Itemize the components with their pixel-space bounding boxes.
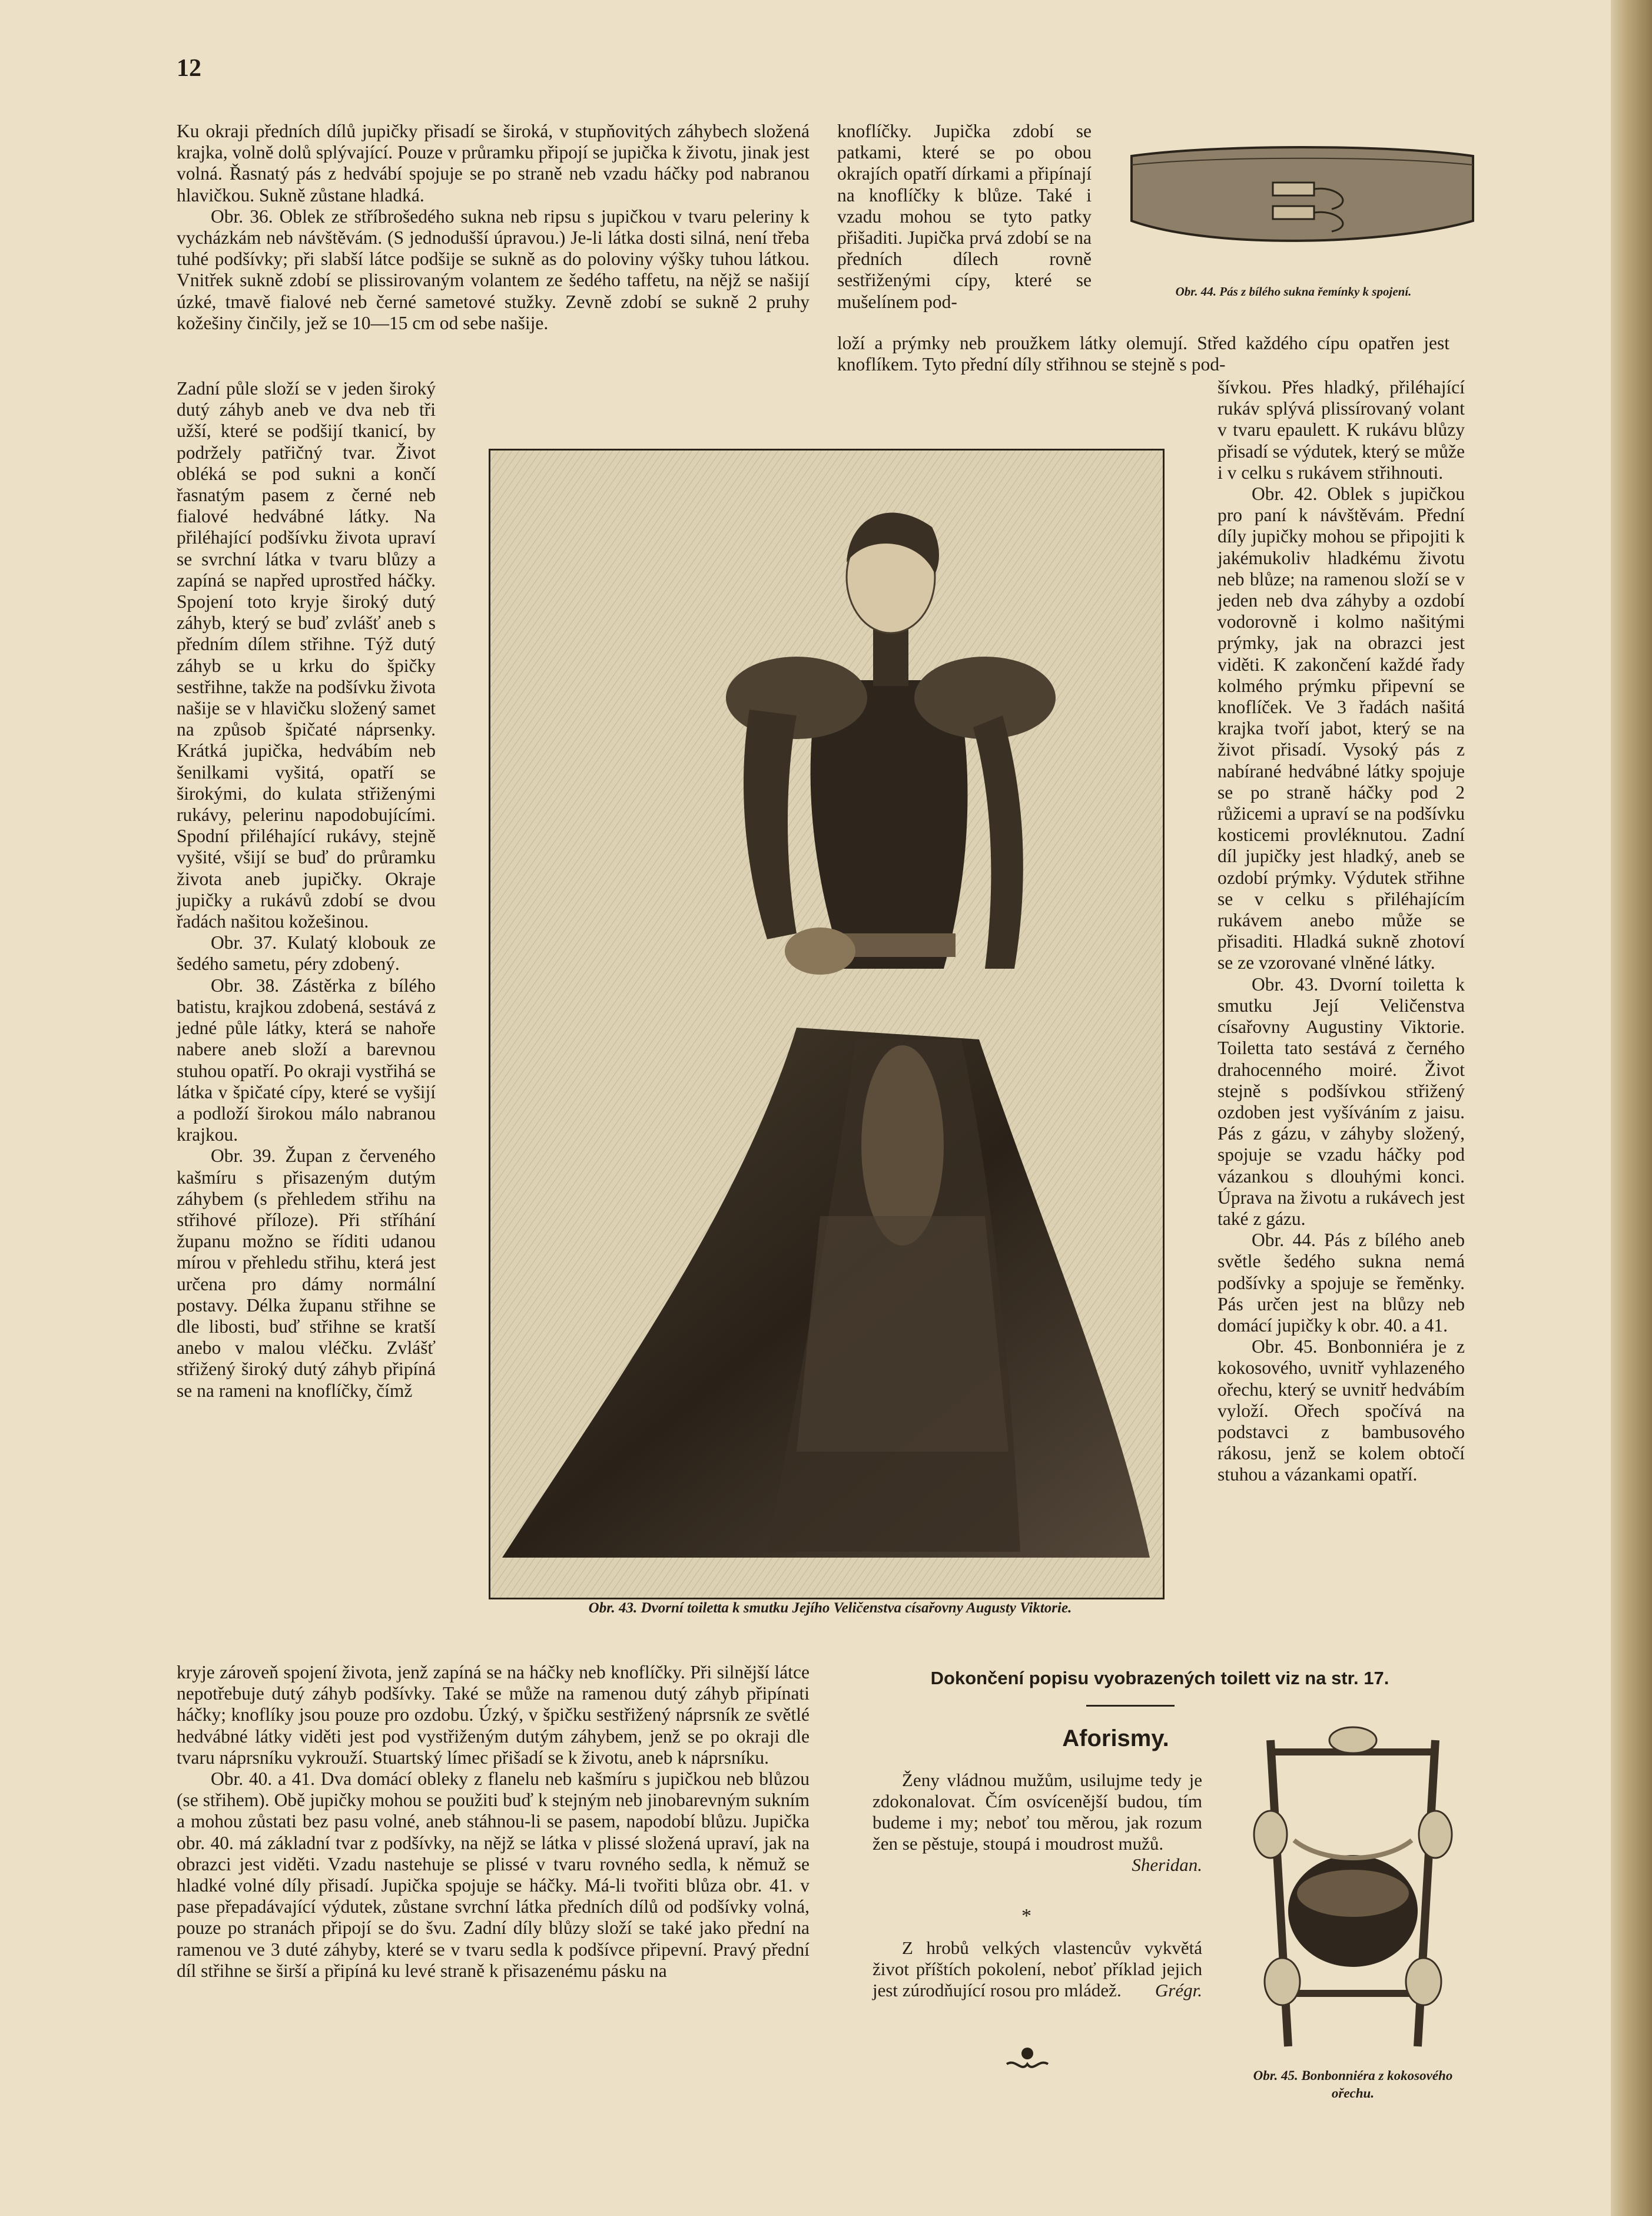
figure-45-bonbonniere xyxy=(1247,1717,1459,2058)
page-number: 12 xyxy=(177,55,201,82)
paragraph: Zadní půle složí se v jeden široký dutý záhyb aneb ve dva neb tři užší, které se podšijí tkanicí, by podržely patřičný tvar. Život obléká se pod sukni a končí řasnatým pasem z černé neb fialové hedvábné látky. Na přiléhající podšívku života upraví se svrchní látka v tvaru blůzy a zapíná se napřed uprostřed háčky. Spojení toto kryje široký dutý záhyb, který se buď zvlášť aneb s předním dílem střihne. Týž dutý záhyb se u krku do špičky sestřihne, takže na podšívku života našije se v hlavičku složený samet na způsob špičaté náprsenky. Krátká jupička, hedvábím neb šenilkami vyšitá, opatří se širokými, do kulata střiženými rukávy, pelerinu napodobujícími. Spodní přiléhající rukávy, stejně vyšité, všijí se buď do průramku života aneb jupičky. Okraje jupičky a rukávů zdobí se dvou řadách našitou kožešinou. xyxy=(177,378,436,932)
left-top-column xyxy=(177,121,810,334)
aphorism-author: Grégr. xyxy=(1155,1980,1202,2000)
figure-44-caption: Obr. 44. Pás z bílého sukna řemínky k spojení. xyxy=(1175,284,1412,299)
page-spine-shadow xyxy=(1611,0,1652,2216)
aphorism-text: Z hrobů velkých vlastencův vykvětá život příštích pokolení, neboť příklad jejich jest zúrodňující rosou pro mládež. xyxy=(873,1937,1202,2000)
bottom-left-column xyxy=(177,1662,810,1982)
right-top-column xyxy=(837,121,1092,313)
figure-45-caption: Obr. 45. Bonbonniéra z kokosového ořechu. xyxy=(1253,2068,1453,2101)
divider-rule xyxy=(1086,1705,1175,1707)
aphorism-author: Sheridan. xyxy=(1132,1854,1202,1875)
aphorism-separator: * xyxy=(1021,1905,1031,1927)
figure-44-belt xyxy=(1126,133,1479,265)
paragraph: šívkou. Přes hladký, přiléhající rukáv splývá plissírovaný volant v tvaru epaulett. K rukávu blůzy přisadí se výdutek, který se může i v celku s rukávem střihnouti. xyxy=(1218,377,1465,483)
court-dress-illustration xyxy=(490,451,1163,1598)
right-narrow-column xyxy=(1218,377,1465,1486)
paragraph: Obr. 45. Bonbonniéra je z kokosového, uvnitř vyhlazeného ořechu, který se uvnitř hedvábím vyloží. Ořech spočívá na podstavci z bambusového rákosu, jenž se kolem obtočí stuhou a vázankami opatří. xyxy=(1218,1336,1465,1485)
paragraph: kryje zároveň spojení života, jenž zapíná se na háčky neb knoflíčky. Při silnější látce nepotřebuje dutý záhyb podšívky. Také se může na ramenou dutý záhyb připínati háčky; knoflíky jsou pouze pro ozdobu. Úzký, v špičku sestřižený náprsník ze světlé hedvábné látky viděti jest pod vystřiženým dutým záhybem, jenž se po okraji dle tvaru náprsníku vykrouží. Stuartský límec přišadí se k životu, aneb k náprsníku. xyxy=(177,1662,810,1768)
figure-43-frame xyxy=(489,449,1165,1599)
ornament-icon xyxy=(1001,2041,1054,2079)
paragraph: Obr. 43. Dvorní toiletta k smutku Její Veličenstva císařovny Augustiny Viktorie. Toiletta tato sestává z černého drahocenného moiré. Život stejně s podšívkou střižený ozdoben jest vyšíváním z jaisu. Pás z gázu, v záhyby složený, spojuje se vzadu háčky pod vázankou s dlouhými konci. Úprava na životu a rukávech jest také z gázu. xyxy=(1218,973,1465,1229)
paragraph: Obr. 44. Pás z bílého aneb světle šedého sukna nemá podšívky a spojuje se řeměnky. Pás určen jest na blůzy neb domácí jupičky k obr. 40. a 41. xyxy=(1218,1230,1465,1336)
belt-illustration xyxy=(1126,133,1479,265)
paragraph: Obr. 36. Oblek ze stříbrošedého sukna neb ripsu s jupičkou v tvaru peleriny k vycházkám neb návštěvám. (S jednodušší úpravou.) Je-li látka dosti silná, není třeba tuhé podšívky; při slabší látce podšije se sukně as do poloviny výšky tuhou látkou. Vnitřek sukně zdobí se plissirovaným volantem ze šedého taffetu, na nějž se našijí úzké, tmavě fialové neb černé sametové stužky. Zevně zdobí se sukně 2 pruhy kožešiny činčily, jež se 10—15 cm od sebe našije. xyxy=(177,206,810,333)
paragraph: Obr. 38. Zástěrka z bílého batistu, krajkou zdobená, sestává z jedné půle látky, která se nahoře nabere aneb složí a barevnou stuhou opatří. Po okraji vystřihá se látka v špičaté cípy, které se vyšijí a podloží širokou málo nabranou krajkou. xyxy=(177,975,436,1145)
paragraph: knoflíčky. Jupička zdobí se patkami, které se po obou okrajích opatří dírkami a připínají na knoflíčky k blůze. Také i vzadu mohou se tyto patky přišaditi. Jupička prvá zdobí se na předních dílech rovně sestřiženými cípy, které se mušelínem pod- xyxy=(837,121,1092,312)
bonbonniere-illustration xyxy=(1247,1717,1459,2058)
aphorism-text: Ženy vládnou mužům, usilujme tedy je zdokonalovat. Čím osvícenější budou, tím budeme i my; neboť tou měrou, jak rozum žen se pěstuje, stoupá i moudrost mužů. xyxy=(873,1770,1202,1854)
paragraph: Obr. 42. Oblek s jupičkou pro paní k návštěvám. Přední díly jupičky mohou se připojiti k jakémukoliv hladkému životu neb blůze; na ramenou složí se v jeden neb dva záhyby a ozdobí vodorovně i kolmo našitými prýmky, jak na obrazci jest viděti. K zakončení každé řady kolmého prýmku připevní se knoflíček. Ve 3 řadách našitá krajka tvoří jabot, který se na život přisadí. Vysoký pás z nabírané hedvábné látky spojuje se po straně háčky pod 2 růžicemi a upraví se na podšívku kosticemi provléknutou. Zadní díl jupičky jest hladký, aneb se ozdobí prýmky. Výdutek střihne se v celku s přiléhajícím rukávem anebo může se přisaditi. Hladká sukně zhotoví se ze vzorované vlněné látky. xyxy=(1218,483,1465,973)
aphorisms-title: Aforismy. xyxy=(1062,1725,1169,1751)
paragraph: Obr. 37. Kulatý klobouk ze šedého sametu, péry zdobený. xyxy=(177,932,436,975)
paragraph: Ku okraji předních dílů jupičky přisadí se široká, v stupňovitých záhybech složená krajka, volně dolů splývající. Pouze v průramku připojí se jupička k životu, jinak jest volná. Řasnatý pás z hedvábí spojuje se po straně neb vzadu háčky pod nabranou hlavičkou. Sukně zůstane hladká. xyxy=(177,121,810,206)
left-narrow-column xyxy=(177,378,436,1402)
continuation-note: Dokončení popisu vyobrazených toilett viz na str. 17. xyxy=(930,1668,1389,1688)
aphorism-2 xyxy=(873,1937,1202,2001)
paragraph: Obr. 40. a 41. Dva domácí obleky z flanelu neb kašmíru s jupičkou neb blůzou (se střihem). Obě jupičky mohou se použiti buď k stejným neb jinobarevným sukním a mohou zůstati bez pasu volné, aneb stáhnou-li se pasem, napodobí blůzu. Jupička obr. 40. má základní tvar z podšívky, na nějž se látka v plissé složená upraví, jak na obrazci jest viděti. Vzadu nastehuje se plissé v tvaru rovného sedla, k němuž se hladké volné díly přisadí. Jupička spojuje se háčky. Má-li tvořiti blůza obr. 41. v pase přepadávající výdutek, zůstane svrchní látka předních dílů od podšívky volná, pouze po stranách připojí se do švu. Zadní díly blůzy složí se také jako přední na ramenou ve 3 duté záhyby, které se v tvaru sedla k podšívce připevní. Pravý přední díl střihne se širší a připíná ku levé straně k přisazenému pásku na xyxy=(177,1768,810,1981)
aphorism-1 xyxy=(873,1770,1202,1876)
figure-43-caption: Obr. 43. Dvorní toiletta k smutku Jejího Veličenstva císařovny Augusty Viktorie. xyxy=(588,1600,1072,1616)
paragraph: Obr. 39. Župan z červeného kašmíru s přisazeným dutým záhybem (s přehledem střihu na střihové příloze). Při stříhání županu možno se říditi udanou mírou v přehledu střihu, která jest určena pro dámy normální postavy. Délka županu střihne se dle libosti, buď střihne se kratší anebo v malou vléčku. Zvlášť střižený široký dutý záhyb připíná se na rameni na knoflíčky, čímž xyxy=(177,1145,436,1401)
right-wide-column xyxy=(837,333,1449,375)
paragraph: loží a prýmky neb proužkem látky olemují. Střed každého cípu opatřen jest knoflíkem. Tyto přední díly střihnou se stejně s pod- xyxy=(837,333,1449,375)
